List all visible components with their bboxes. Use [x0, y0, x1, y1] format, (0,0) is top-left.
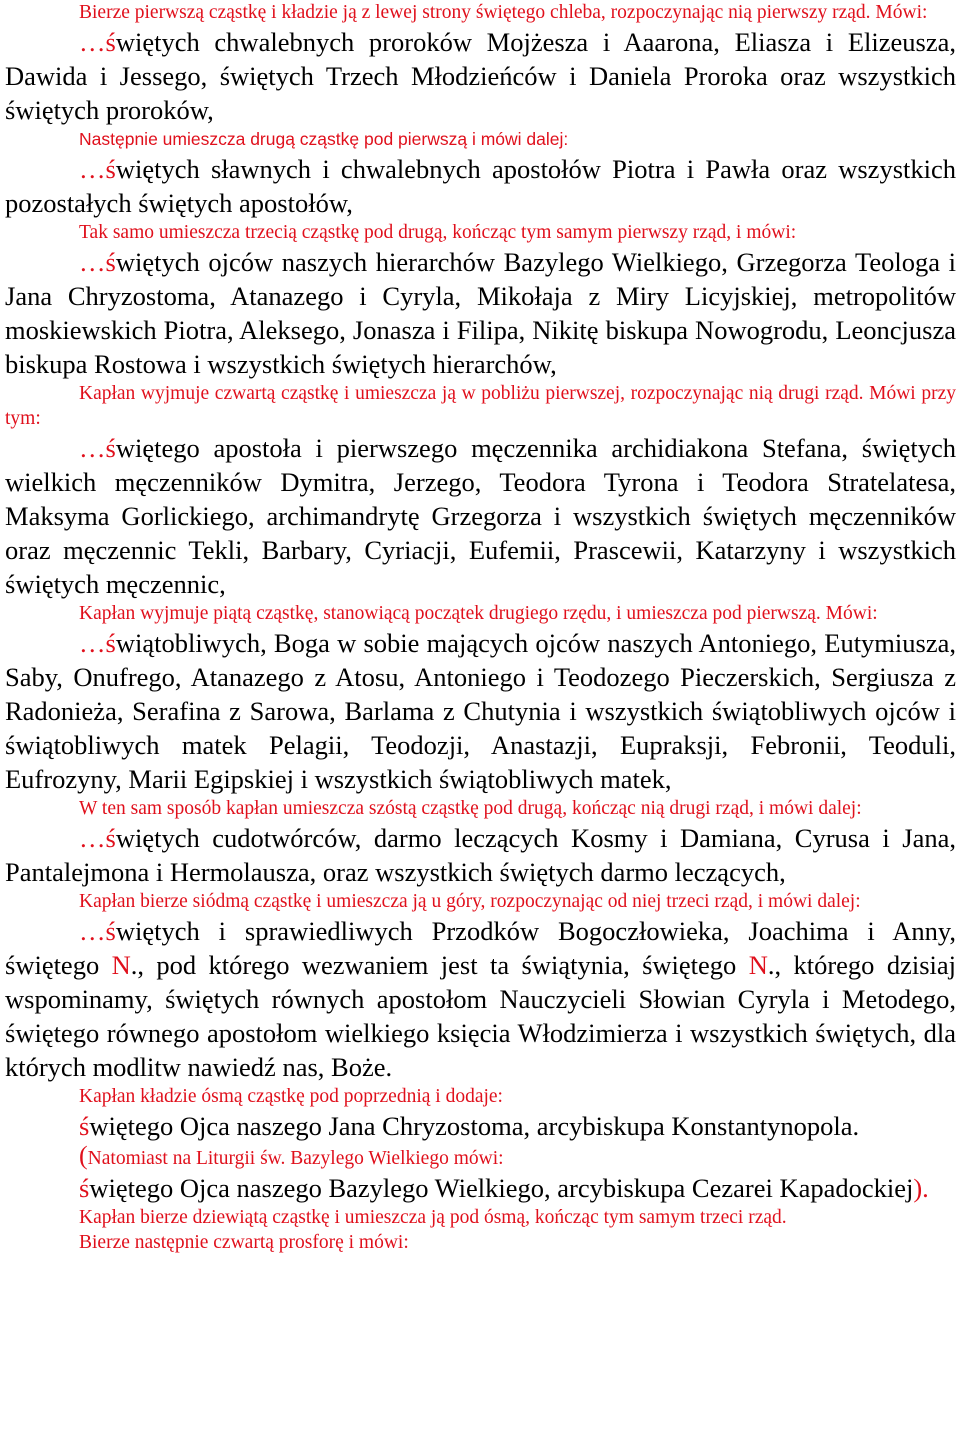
- prayer-text: więtego Ojca naszego Bazylego Wielkiego, arcybiskupa Cezarei Kapadockiej: [89, 1173, 914, 1203]
- prayer-hierarchs: [5, 245, 956, 381]
- prayer-venerable: [5, 626, 956, 796]
- prayer-lead: …ś: [79, 916, 116, 946]
- rubric-third-particle: Tak samo umieszcza trzecią cząstkę pod drugą, kończąc tym samym pierwszy rząd, i mówi:: [79, 222, 797, 243]
- prayer-part: ., pod którego wezwaniem jest ta świątynia, świętego: [130, 950, 749, 980]
- prayer-part: ., którego dzisiaj wspominamy, świętych równych apostołom Nauczycieli Słowian Cyryla i Metodego, świętego równego apostołom wielkiego księcia Włodzimierza i wszystkich świętych, dla których modlitw nawiedź nas, Boże.: [5, 950, 957, 1082]
- prayer-text: więtych chwalebnych proroków Mojżesza i Aaarona, Eliasza i Elizeusza, Dawida i Jessego, świętych Trzech Młodzieńców i Daniela Proroka oraz wszystkich świętych proroków,: [5, 27, 956, 125]
- prayer-lead: ś: [79, 1173, 90, 1203]
- prayer-lead: …ś: [79, 628, 116, 658]
- rubric-text: Natomiast na Liturgii św. Bazylego Wielkiego mówi:: [87, 1148, 504, 1169]
- prayer-lead: …ś: [79, 433, 116, 463]
- prayer-lead: …ś: [79, 154, 116, 184]
- prayer-text: więtego Ojca naszego Jana Chryzostoma, arcybiskupa Konstantynopola.: [89, 1111, 860, 1141]
- rubric-fourth-prosphora: Bierze następnie czwartą prosforę i mówi:: [79, 1232, 409, 1253]
- prayer-prophets: [5, 25, 956, 127]
- prayer-chrysostom: [5, 1109, 956, 1143]
- rubric-fifth-particle: Kapłan wyjmuje piątą cząstkę, stanowiącą początek drugiego rzędu, i umieszcza pod pierwszą. Mówi:: [79, 603, 878, 624]
- prayer-text: więtego apostoła i pierwszego męczennika archidiakona Stefana, świętych wielkich męczenników Dymitra, Jerzego, Teodora Tyrona i Teodora Stratelatesa, Maksyma Gorlickiego, archimandrytę Grzegorza i wszystkich świętych męczenników oraz męczennic Tekli, Barbary, Cyriacji, Eufemii, Prascewii, Katarzyny i wszystkich świętych męczennic,: [5, 433, 956, 599]
- rubric-second-particle: Następnie umieszcza drugą cząstkę pod pierwszą i mówi dalej:: [79, 129, 569, 149]
- open-paren: (: [79, 1141, 88, 1170]
- rubric-sixth-particle: W ten sam sposób kapłan umieszcza szóstą cząstkę pod drugą, kończąc nią drugi rząd, i mówi dalej:: [79, 798, 862, 819]
- prayer-lead: …ś: [79, 247, 116, 277]
- prayer-unmercenaries: [5, 821, 956, 889]
- prayer-lead: …ś: [79, 823, 116, 853]
- rubric-fourth-particle: Kapłan wyjmuje czwartą cząstkę i umieszcza ją w pobliżu pierwszej, rozpoczynając nią drugi rząd. Mówi przy tym:: [5, 383, 956, 429]
- prayer-basil: [5, 1171, 956, 1205]
- prayer-text: więtych cudotwórców, darmo leczących Kosmy i Damiana, Cyrusa i Jana, Pantalejmona i Hermolausza, oraz wszystkich świętych darmo leczących,: [5, 823, 956, 887]
- name-placeholder: N: [748, 950, 768, 980]
- prayer-lead: …ś: [79, 27, 116, 57]
- name-placeholder: N: [111, 950, 131, 980]
- prayer-part: więtych i sprawiedliwych Przodków Bogoczłowieka, Joachima i Anny, świętego: [5, 916, 956, 980]
- rubric-ninth-particle: Kapłan bierze dziewiątą cząstkę i umieszcza ją pod ósmą, kończąc tym samym trzeci rząd.: [79, 1207, 787, 1228]
- prayer-text: więtych sławnych i chwalebnych apostołów Piotra i Pawła oraz wszystkich pozostałych świętych apostołów,: [5, 154, 956, 218]
- rubric-first-particle: Bierze pierwszą cząstkę i kładzie ją z lewej strony świętego chleba, rozpoczynając nią pierwszy rząd. Mówi:: [79, 2, 928, 23]
- prayer-apostles: [5, 152, 956, 220]
- prayer-text: więtych ojców naszych hierarchów Bazylego Wielkiego, Grzegorza Teologa i Jana Chryzostoma, Atanazego i Cyryla, Mikołaja z Miry Licyjskiej, metropolitów moskiewskich Piotra, Aleksego, Jonasza i Filipa, Nikitę biskupa Nowogrodu, Leoncjusza biskupa Rostowa i wszystkich świętych hierarchów,: [5, 247, 956, 379]
- prayer-text: wiątobliwych, Boga w sobie mających ojców naszych Antoniego, Eutymiusza, Saby, Onufrego, Atanazego z Atosu, Antoniego i Teodozego Pieczerskich, Sergiusza z Radonieża, Serafina z Sarowa, Barlama z Chutynia i wszystkich świątobliwych ojców i świątobliwych matek Pelagii, Teodozji, Anastazji, Eupraksji, Febronii, Teoduli, Eufrozyny, Marii Egipskiej i wszystkich świątobliwych matek,: [5, 628, 956, 794]
- prayer-ancestors: [5, 914, 956, 1084]
- prayer-martyrs: [5, 431, 956, 601]
- rubric-basil-liturgy: [5, 1143, 956, 1171]
- rubric-seventh-particle: Kapłan bierze siódmą cząstkę i umieszcza ją u góry, rozpoczynając od niej trzeci rząd, i mówi dalej:: [79, 891, 861, 912]
- close-paren: ).: [913, 1173, 929, 1203]
- prayer-lead: ś: [79, 1111, 90, 1141]
- rubric-eighth-particle: Kapłan kładzie ósmą cząstkę pod poprzednią i dodaje:: [79, 1086, 503, 1107]
